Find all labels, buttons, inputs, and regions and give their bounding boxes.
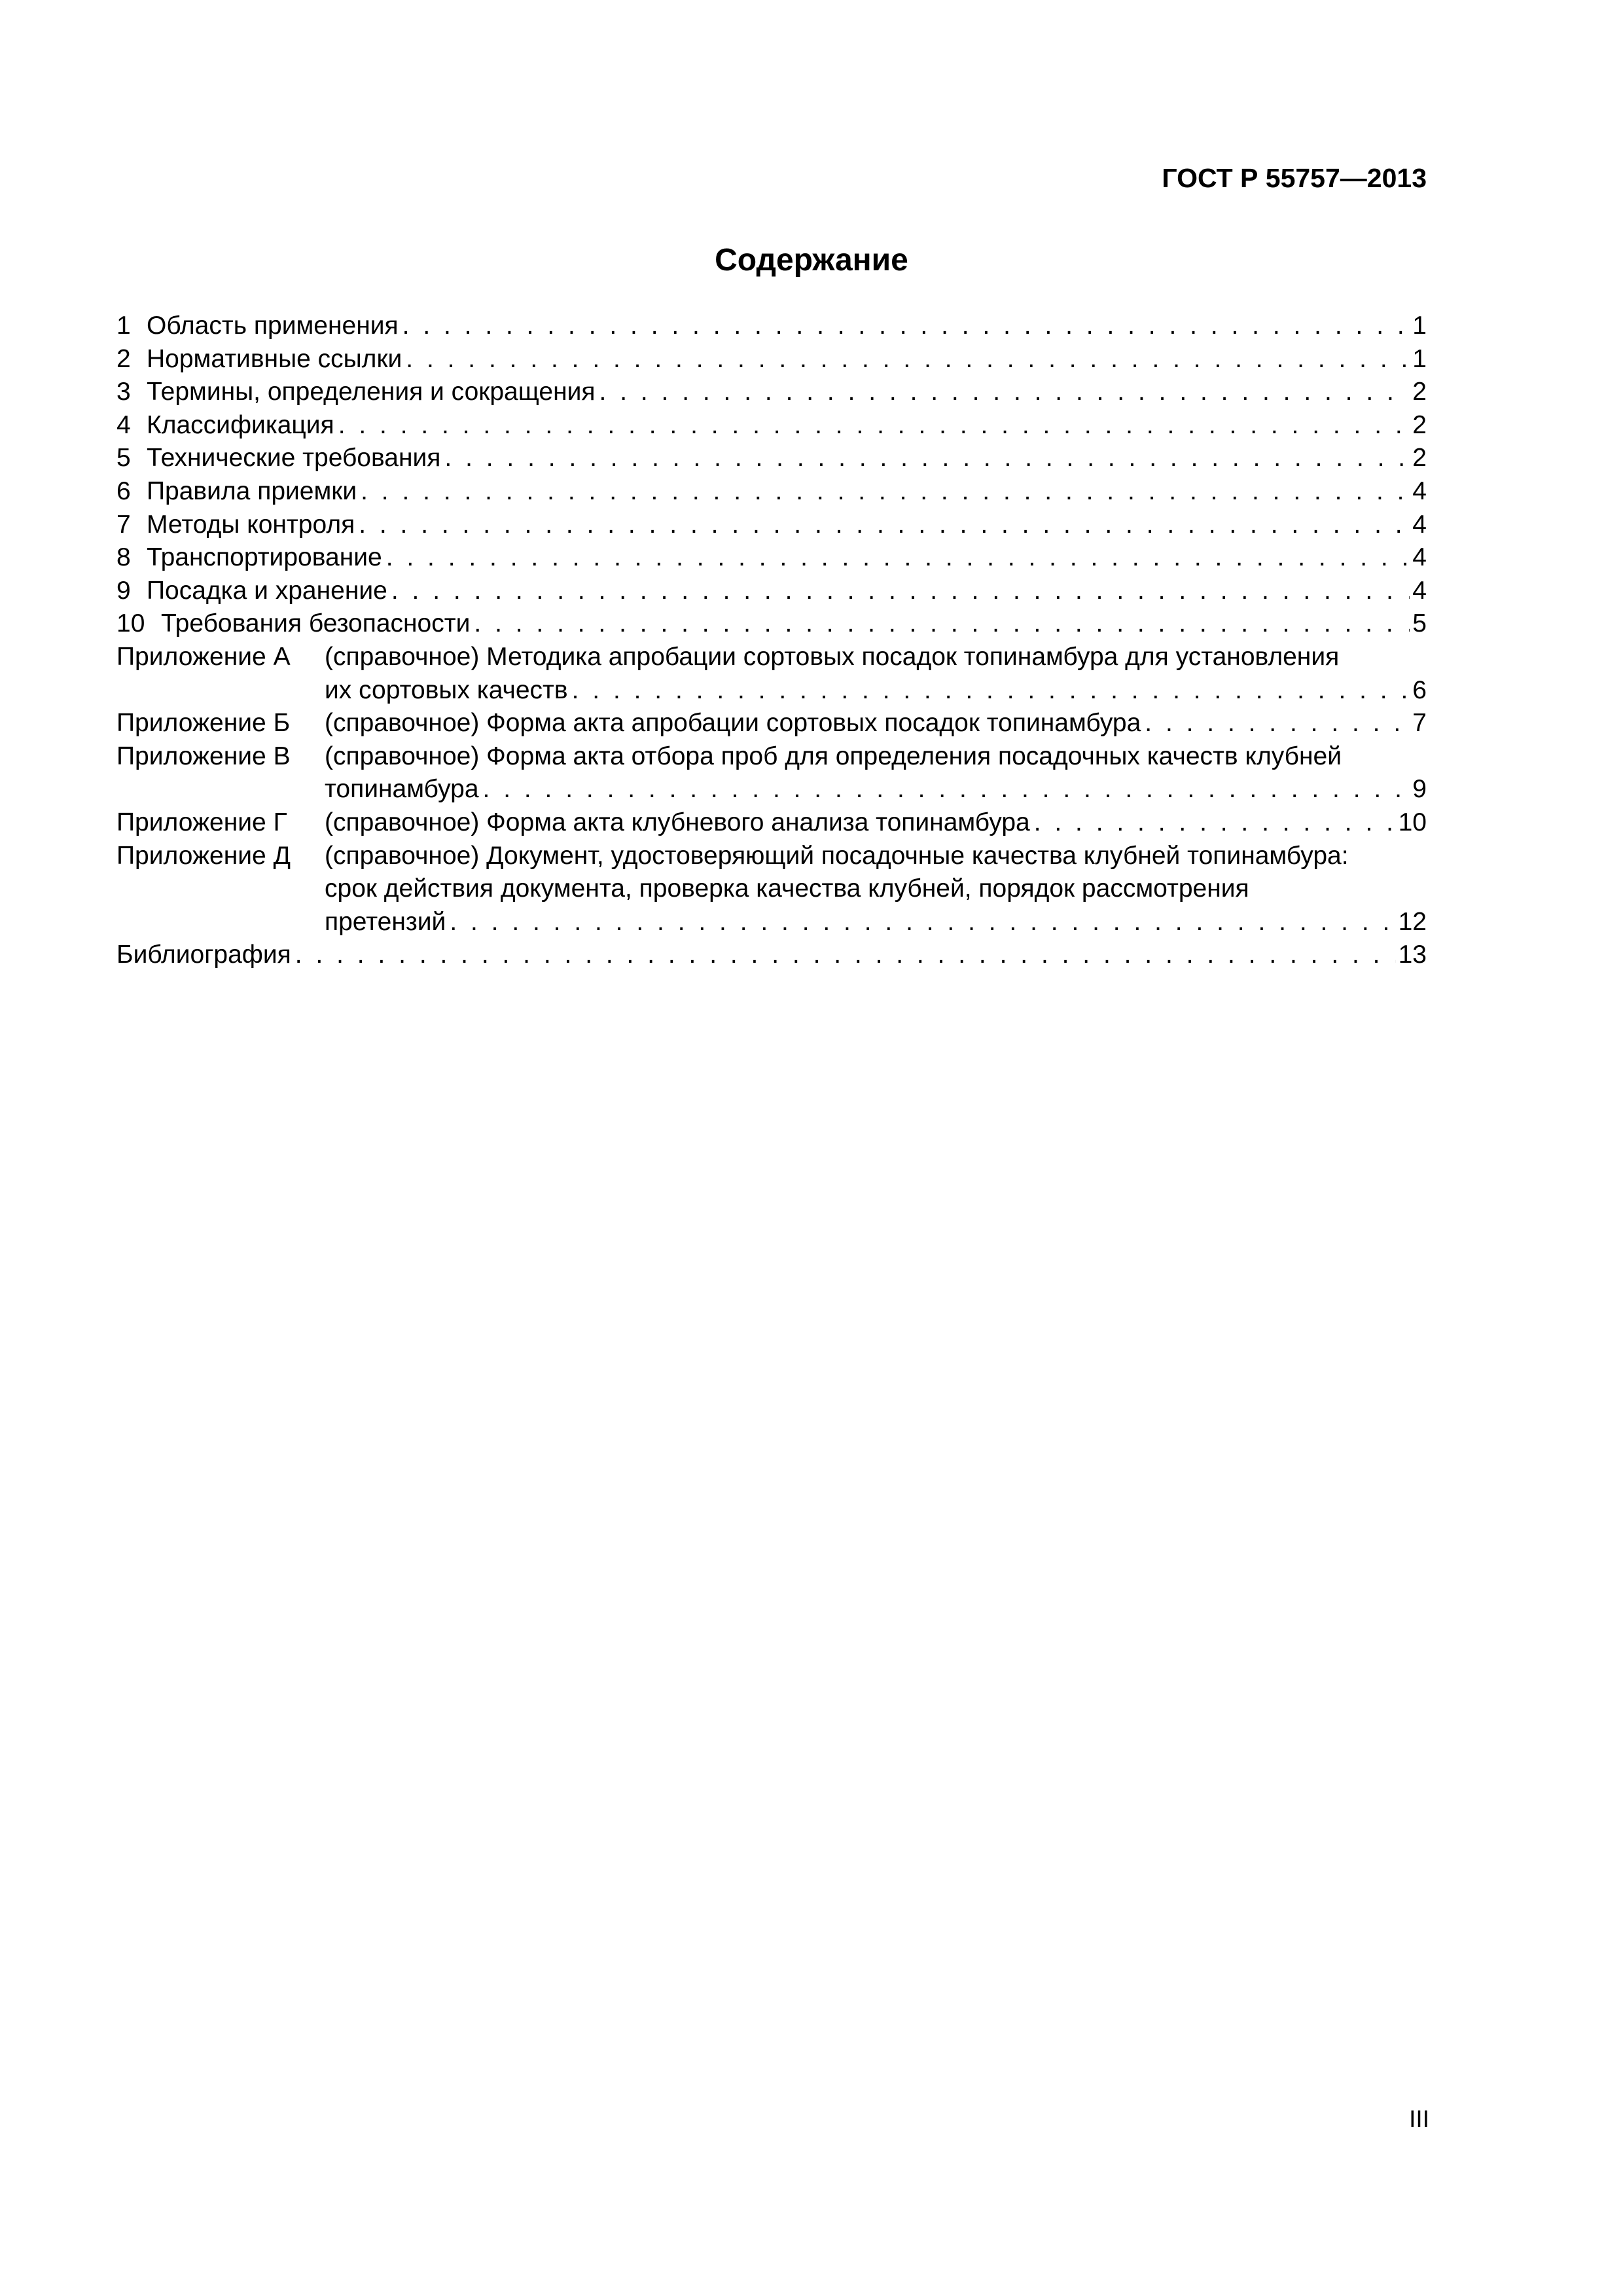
page-number: III <box>1409 2106 1429 2132</box>
dot-leader <box>399 310 1410 343</box>
toc-entry-number: 10 <box>116 609 145 638</box>
toc-entry-1[interactable] <box>116 310 1427 343</box>
appendix-prefix: Приложение Д <box>116 841 291 870</box>
toc-entry-page: 9 <box>1412 775 1427 804</box>
document-code: ГОСТ Р 55757—2013 <box>1162 163 1427 193</box>
toc-entry-title: Технические требования <box>147 444 441 473</box>
toc-appendix-g[interactable] <box>116 806 1427 840</box>
appendix-title-line: (справочное) Форма акта апробации сортовых посадок топинамбура <box>325 709 1141 738</box>
toc-entry-page: 6 <box>1412 675 1427 704</box>
toc-entry-page: 10 <box>1398 808 1427 836</box>
toc-entry-page: 4 <box>1412 576 1427 605</box>
toc-entry-number: 1 <box>116 312 131 340</box>
toc-entry-4[interactable] <box>116 409 1427 442</box>
appendix-title-line: их сортовых качеств <box>325 675 568 704</box>
dot-leader <box>1030 806 1396 840</box>
appendix-prefix: Приложение Г <box>116 808 287 836</box>
toc-entry-page: 2 <box>1412 378 1427 406</box>
toc-entry-page: 12 <box>1398 907 1427 936</box>
dot-leader <box>479 773 1410 806</box>
appendix-prefix: Приложение В <box>116 742 291 770</box>
toc-appendix-d[interactable] <box>116 840 1427 873</box>
toc-entry-title: Посадка и хранение <box>147 576 387 605</box>
appendix-title-line: претензий <box>325 907 446 936</box>
toc-entry-page: 4 <box>1412 476 1427 505</box>
dot-leader <box>355 509 1410 542</box>
toc-entry-title: Нормативные ссылки <box>147 344 402 373</box>
table-of-contents <box>116 310 1427 972</box>
toc-entry-page: 4 <box>1412 510 1427 539</box>
toc-appendix-v[interactable] <box>116 740 1427 774</box>
dot-leader <box>291 939 1396 972</box>
toc-entry-number: 6 <box>116 476 131 505</box>
toc-entry-title: Правила приемки <box>147 476 357 505</box>
toc-entry-10[interactable] <box>116 607 1427 641</box>
appendix-title-line: срок действия документа, проверка качества клубней, порядок рассмотрения <box>325 874 1249 903</box>
toc-entry-number: 5 <box>116 444 131 473</box>
toc-appendix-a[interactable] <box>116 641 1427 674</box>
toc-entry-title: Методы контроля <box>147 510 355 539</box>
toc-entry-title: Транспортирование <box>147 543 382 572</box>
toc-appendix-b[interactable] <box>116 707 1427 740</box>
toc-entry-page: 13 <box>1398 941 1427 969</box>
toc-entry-number: 2 <box>116 344 131 373</box>
toc-entry-title: Библиография <box>116 941 291 969</box>
dot-leader <box>1141 707 1410 740</box>
appendix-prefix: Приложение Б <box>116 709 291 738</box>
toc-appendix-a-continued[interactable] <box>116 674 1427 708</box>
toc-entry-page: 2 <box>1412 410 1427 439</box>
toc-entry-8[interactable] <box>116 541 1427 575</box>
appendix-title-line: топинамбура <box>325 775 479 804</box>
toc-entry-title: Классификация <box>147 410 334 439</box>
toc-entry-page: 2 <box>1412 444 1427 473</box>
appendix-title-line: (справочное) Методика апробации сортовых посадок топинамбура для установления <box>325 642 1340 671</box>
appendix-prefix: Приложение А <box>116 642 291 671</box>
dot-leader <box>470 607 1410 641</box>
appendix-title-line: (справочное) Документ, удостоверяющий посадочные качества клубней топинамбура: <box>325 841 1349 870</box>
appendix-title-line: (справочное) Форма акта отбора проб для определения посадочных качеств клубней <box>325 742 1342 770</box>
dot-leader <box>334 409 1410 442</box>
toc-entry-number: 3 <box>116 378 131 406</box>
toc-entry-page: 7 <box>1412 709 1427 738</box>
toc-appendix-v-continued[interactable] <box>116 773 1427 806</box>
toc-appendix-d-continued-2[interactable] <box>116 906 1427 939</box>
toc-appendix-d-continued[interactable] <box>116 872 1427 906</box>
toc-entry-page: 1 <box>1412 312 1427 340</box>
toc-entry-title: Термины, определения и сокращения <box>147 378 596 406</box>
toc-entry-page: 4 <box>1412 543 1427 572</box>
toc-entry-7[interactable] <box>116 509 1427 542</box>
appendix-title-line: (справочное) Форма акта клубневого анализа топинамбура <box>325 808 1030 836</box>
toc-entry-number: 7 <box>116 510 131 539</box>
toc-entry-5[interactable] <box>116 442 1427 475</box>
toc-entry-title: Область применения <box>147 312 399 340</box>
dot-leader <box>440 442 1410 475</box>
toc-entry-number: 4 <box>116 410 131 439</box>
toc-entry-number: 8 <box>116 543 131 572</box>
toc-entry-9[interactable] <box>116 575 1427 608</box>
dot-leader <box>446 906 1395 939</box>
toc-entry-number: 9 <box>116 576 131 605</box>
page-title: Содержание <box>715 243 908 278</box>
dot-leader <box>357 475 1410 509</box>
dot-leader <box>387 575 1410 608</box>
toc-entry-2[interactable] <box>116 343 1427 376</box>
dot-leader <box>382 541 1410 575</box>
toc-entry-6[interactable] <box>116 475 1427 509</box>
dot-leader <box>568 674 1410 708</box>
dot-leader <box>402 343 1410 376</box>
toc-entry-3[interactable] <box>116 376 1427 409</box>
toc-bibliography[interactable] <box>116 939 1427 972</box>
dot-leader <box>596 376 1410 409</box>
toc-entry-page: 1 <box>1412 344 1427 373</box>
toc-entry-title: Требования безопасности <box>161 609 471 638</box>
toc-entry-page: 5 <box>1412 609 1427 638</box>
